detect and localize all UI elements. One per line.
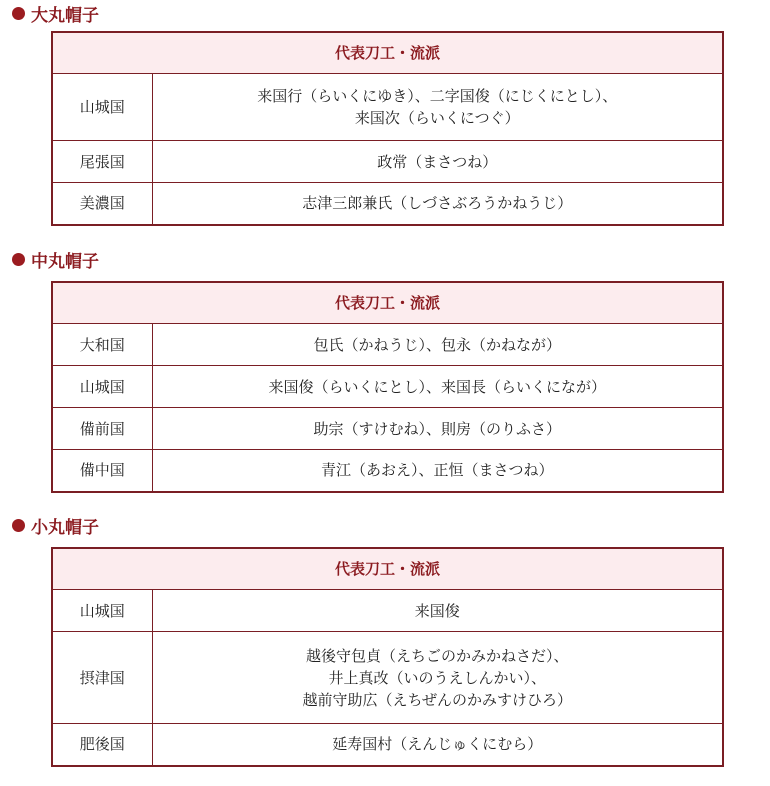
smiths-cell [152,450,723,492]
province-cell: 備中国 [52,450,152,492]
province-cell: 山城国 [52,366,152,408]
table-row [52,366,723,408]
smiths-cell [152,408,723,450]
smith-line: 志津三郎兼氏（しづさぶろうかねうじ） [302,194,573,213]
smith-line: 来国俊（らいくにとし）、来国長（らいくになが） [268,377,606,396]
table-row [52,183,723,225]
section-title: 小丸帽子 [31,517,99,538]
smith-line: 来国俊 [414,601,460,620]
smith-table [51,547,724,767]
smith-table [51,31,724,226]
smiths-cell [152,366,723,408]
smiths-cell [152,74,723,141]
table-header: 代表刀工・流派 [52,32,723,74]
table-header-row [52,548,723,590]
smiths-cell [152,183,723,225]
province-cell: 美濃国 [52,183,152,225]
smith-line: 井上真改（いのうえしんかい）、 [328,668,546,687]
smith-line: 越前守助広（えちぜんのかみすけひろ） [302,690,573,709]
smiths-cell [152,724,723,766]
smith-line: 助宗（すけむね）、則房（のりふさ） [313,419,561,438]
section-heading [12,248,99,270]
table-header-row [52,282,723,324]
province-cell: 尾張国 [52,141,152,183]
smith-line: 延寿国村（えんじゅくにむら） [332,735,543,754]
province-cell: 山城国 [52,590,152,632]
bullet-icon [12,7,25,20]
table-row [52,408,723,450]
table-row [52,632,723,724]
smith-line: 越後守包貞（えちごのかみかねさだ）、 [305,646,569,665]
smiths-cell [152,324,723,366]
smith-table [51,281,724,493]
smith-line: 来国行（らいくにゆき）、二字国俊（にじくにとし）、 [257,87,618,105]
section-title: 大丸帽子 [31,5,99,26]
province-cell: 肥後国 [52,724,152,766]
smiths-cell [152,590,723,632]
table-row [52,141,723,183]
section-heading [12,2,99,24]
smith-line: 青江（あおえ）、正恒（まさつね） [320,461,554,480]
section-title: 中丸帽子 [31,251,99,272]
bullet-icon [12,253,25,266]
table-header: 代表刀工・流派 [52,282,723,324]
smiths-cell [152,141,723,183]
table-row [52,724,723,766]
table-row [52,590,723,632]
table-row [52,324,723,366]
smiths-cell [152,632,723,724]
table-row [52,74,723,141]
province-cell: 摂津国 [52,632,152,724]
bullet-icon [12,519,25,532]
table-header: 代表刀工・流派 [52,548,723,590]
smith-line: 包氏（かねうじ）、包永（かねなが） [313,335,561,354]
smith-line: 政常（まさつね） [377,152,498,171]
province-cell: 備前国 [52,408,152,450]
section-heading [12,514,99,536]
province-cell: 大和国 [52,324,152,366]
smith-line: 来国次（らいくにつぐ） [354,109,520,127]
table-row [52,450,723,492]
table-header-row [52,32,723,74]
province-cell: 山城国 [52,74,152,141]
